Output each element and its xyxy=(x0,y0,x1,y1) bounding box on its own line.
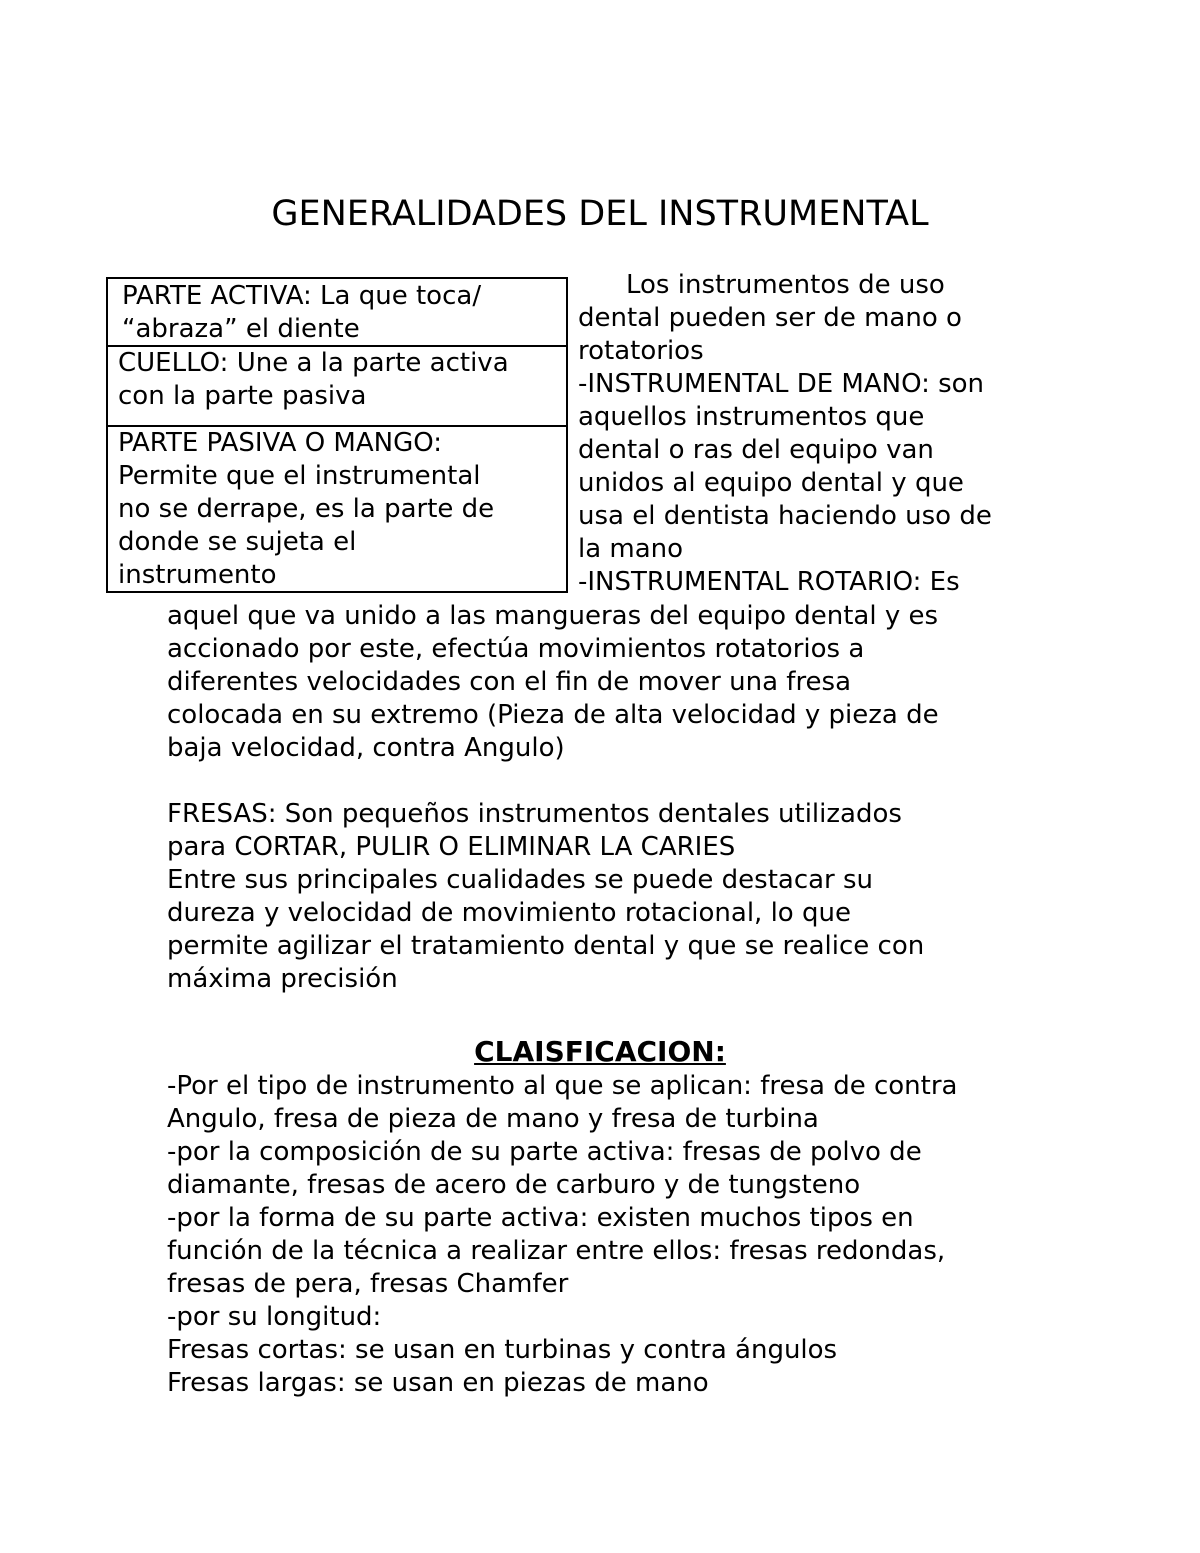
page-title: GENERALIDADES DEL INSTRUMENTAL xyxy=(271,194,929,234)
parte-pasiva-line: Permite que el instrumental xyxy=(118,461,481,491)
fresas-paragraph xyxy=(167,798,1067,996)
intro-line: usa el dentista haciendo uso de xyxy=(578,501,992,531)
rotary-line: accionado por este, efectúa movimientos rotatorios a xyxy=(167,634,865,664)
rotary-line: colocada en su extremo (Pieza de alta velocidad y pieza de xyxy=(167,700,939,730)
clasificacion-line: diamante, fresas de acero de carburo y de tungsteno xyxy=(167,1170,861,1200)
fresas-line: máxima precisión xyxy=(167,964,398,994)
intro-paragraph xyxy=(578,269,1048,599)
parte-pasiva-line: donde se sujeta el xyxy=(118,527,357,557)
clasificacion-heading: CLAISFICACION: xyxy=(474,1035,726,1068)
part-activa-cell xyxy=(108,279,566,345)
fresas-line: FRESAS: Son pequeños instrumentos dentales utilizados xyxy=(167,799,902,829)
intro-line: -INSTRUMENTAL DE MANO: son xyxy=(578,369,985,399)
intro-line: la mano xyxy=(578,534,684,564)
parte-pasiva-line: instrumento xyxy=(118,560,277,590)
fresas-line: dureza y velocidad de movimiento rotacional, lo que xyxy=(167,898,851,928)
parte-pasiva-line: no se derrape, es la parte de xyxy=(118,494,495,524)
instrument-parts-box xyxy=(106,277,568,593)
intro-line: Los instrumentos de uso xyxy=(626,270,945,300)
clasificacion-line: -por la forma de su parte activa: existen muchos tipos en xyxy=(167,1203,914,1233)
rotary-line: baja velocidad, contra Angulo) xyxy=(167,733,565,763)
part-activa-line: “abraza” el diente xyxy=(122,314,360,344)
cuello-cell xyxy=(108,345,566,425)
rotary-paragraph xyxy=(167,600,1067,765)
fresas-line: permite agilizar el tratamiento dental y que se realice con xyxy=(167,931,925,961)
clasificacion-line: Fresas largas: se usan en piezas de mano xyxy=(167,1368,709,1398)
parte-pasiva-cell xyxy=(108,425,566,591)
intro-line: dental o ras del equipo van xyxy=(578,435,934,465)
part-activa-line: PARTE ACTIVA: La que toca/ xyxy=(122,281,482,311)
rotary-line: diferentes velocidades con el fin de mover una fresa xyxy=(167,667,852,697)
rotary-line: aquel que va unido a las mangueras del equipo dental y es xyxy=(167,601,939,631)
clasificacion-list xyxy=(167,1070,1067,1400)
intro-line: dental pueden ser de mano o xyxy=(578,303,962,333)
clasificacion-line: Fresas cortas: se usan en turbinas y contra ángulos xyxy=(167,1335,838,1365)
parte-pasiva-line: PARTE PASIVA O MANGO: xyxy=(118,428,443,458)
clasificacion-line: Angulo, fresa de pieza de mano y fresa de turbina xyxy=(167,1104,819,1134)
fresas-line: para CORTAR, PULIR O ELIMINAR LA CARIES xyxy=(167,832,736,862)
fresas-line: Entre sus principales cualidades se puede destacar su xyxy=(167,865,874,895)
clasificacion-line: -por la composición de su parte activa: fresas de polvo de xyxy=(167,1137,922,1167)
clasificacion-line: -Por el tipo de instrumento al que se aplican: fresa de contra xyxy=(167,1071,958,1101)
intro-line: unidos al equipo dental y que xyxy=(578,468,964,498)
clasificacion-line: fresas de pera, fresas Chamfer xyxy=(167,1269,569,1299)
cuello-line: CUELLO: Une a la parte activa xyxy=(118,348,509,378)
clasificacion-line: función de la técnica a realizar entre ellos: fresas redondas, xyxy=(167,1236,946,1266)
intro-line: rotatorios xyxy=(578,336,704,366)
cuello-line: con la parte pasiva xyxy=(118,381,367,411)
intro-line: -INSTRUMENTAL ROTARIO: Es xyxy=(578,567,960,597)
intro-line: aquellos instrumentos que xyxy=(578,402,925,432)
clasificacion-line: -por su longitud: xyxy=(167,1302,382,1332)
